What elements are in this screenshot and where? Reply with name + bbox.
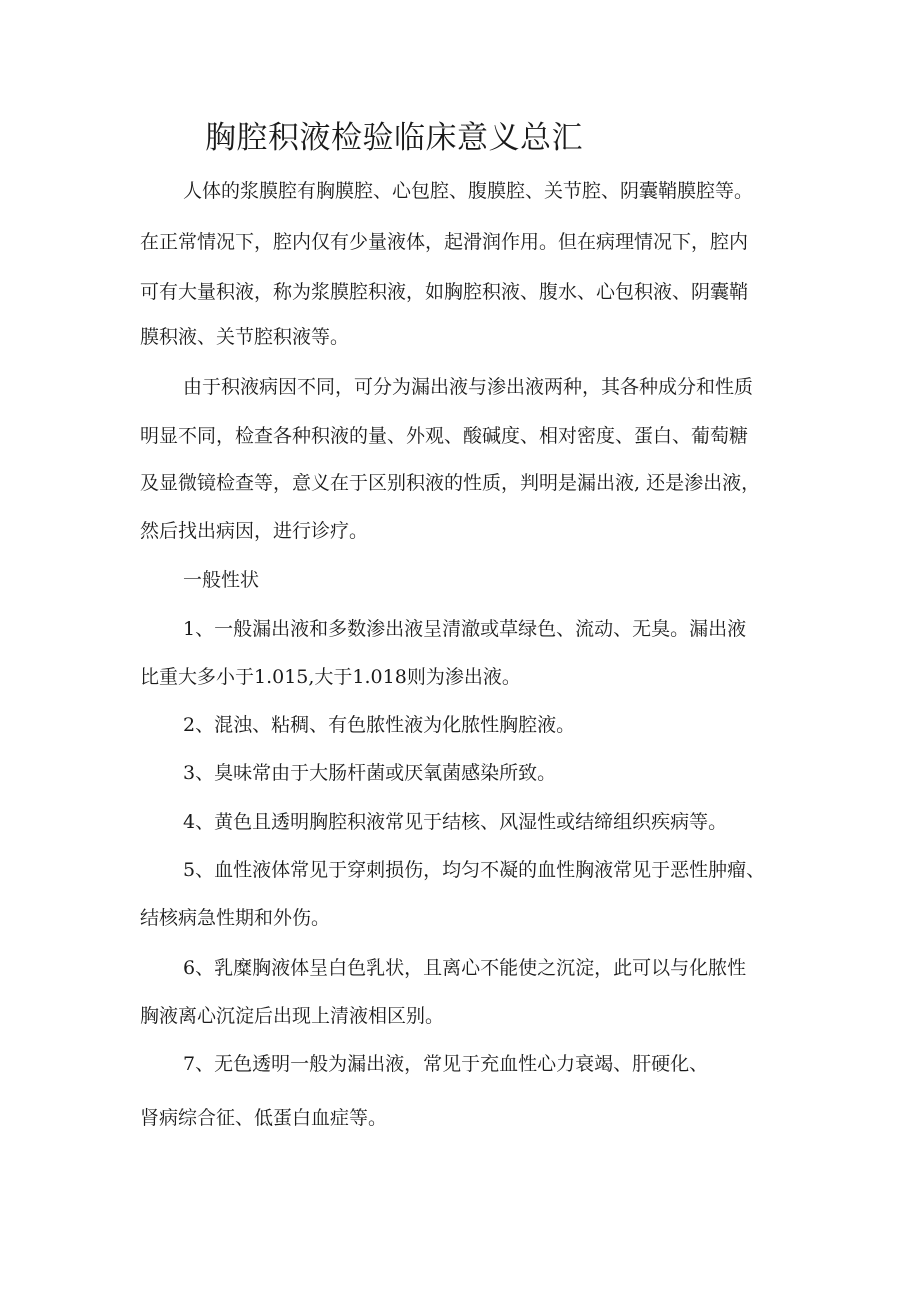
paragraph-line: 然后找出病因，进行诊疗。 <box>140 520 369 542</box>
list-item-line: 胸液离心沉淀后出现上清液相区别。 <box>140 1005 445 1027</box>
page-title: 胸腔积液检验临床意义总汇 <box>205 120 583 156</box>
paragraph-line: 可有大量积液，称为浆膜腔积液，如胸腔积液、腹水、心包积液、阴囊鞘 <box>140 281 749 303</box>
list-item-line: 4、黄色且透明胸腔积液常见于结核、风湿性或结缔组织疾病等。 <box>183 811 728 833</box>
list-item-line: 6、乳糜胸液体呈白色乳状，且离心不能使之沉淀，此可以与化脓性 <box>183 957 747 979</box>
paragraph-line: 人体的浆膜腔有胸膜腔、心包腔、腹膜腔、关节腔、阴囊鞘膜腔等。 <box>183 180 754 202</box>
paragraph-line: 膜积液、关节腔积液等。 <box>140 326 350 348</box>
list-item-line: 1、一般漏出液和多数渗出液呈清澈或草绿色、流动、无臭。漏出液 <box>183 618 747 640</box>
list-item-line: 结核病急性期和外伤。 <box>140 907 331 929</box>
list-item-line: 肾病综合征、低蛋白血症等。 <box>140 1107 388 1129</box>
list-item-line: 5、血性液体常见于穿刺损伤，均匀不凝的血性胸液常见于恶性肿瘤、 <box>183 859 766 881</box>
paragraph-line: 由于积液病因不同，可分为漏出液与渗出液两种，其各种成分和性质 <box>183 376 754 398</box>
paragraph-line: 及显微镜检查等，意义在于区别积液的性质，判明是漏出液, 还是渗出液， <box>140 472 761 494</box>
list-item-line: 7、无色透明一般为漏出液，常见于充血性心力衰竭、肝硬化、 <box>183 1053 709 1075</box>
paragraph-line: 在正常情况下，腔内仅有少量液体，起滑润作用。但在病理情况下，腔内 <box>140 231 749 253</box>
list-item-line: 2、混浊、粘稠、有色脓性液为化脓性胸腔液。 <box>183 714 576 736</box>
list-item-line: 3、臭味常由于大肠杆菌或厌氧菌感染所致。 <box>183 762 557 784</box>
section-heading: 一般性状 <box>183 569 260 591</box>
list-item-line: 比重大多小于1.015,大于1.018则为渗出液。 <box>140 666 521 688</box>
paragraph-line: 明显不同，检查各种积液的量、外观、酸碱度、相对密度、蛋白、葡萄糖 <box>140 425 749 447</box>
